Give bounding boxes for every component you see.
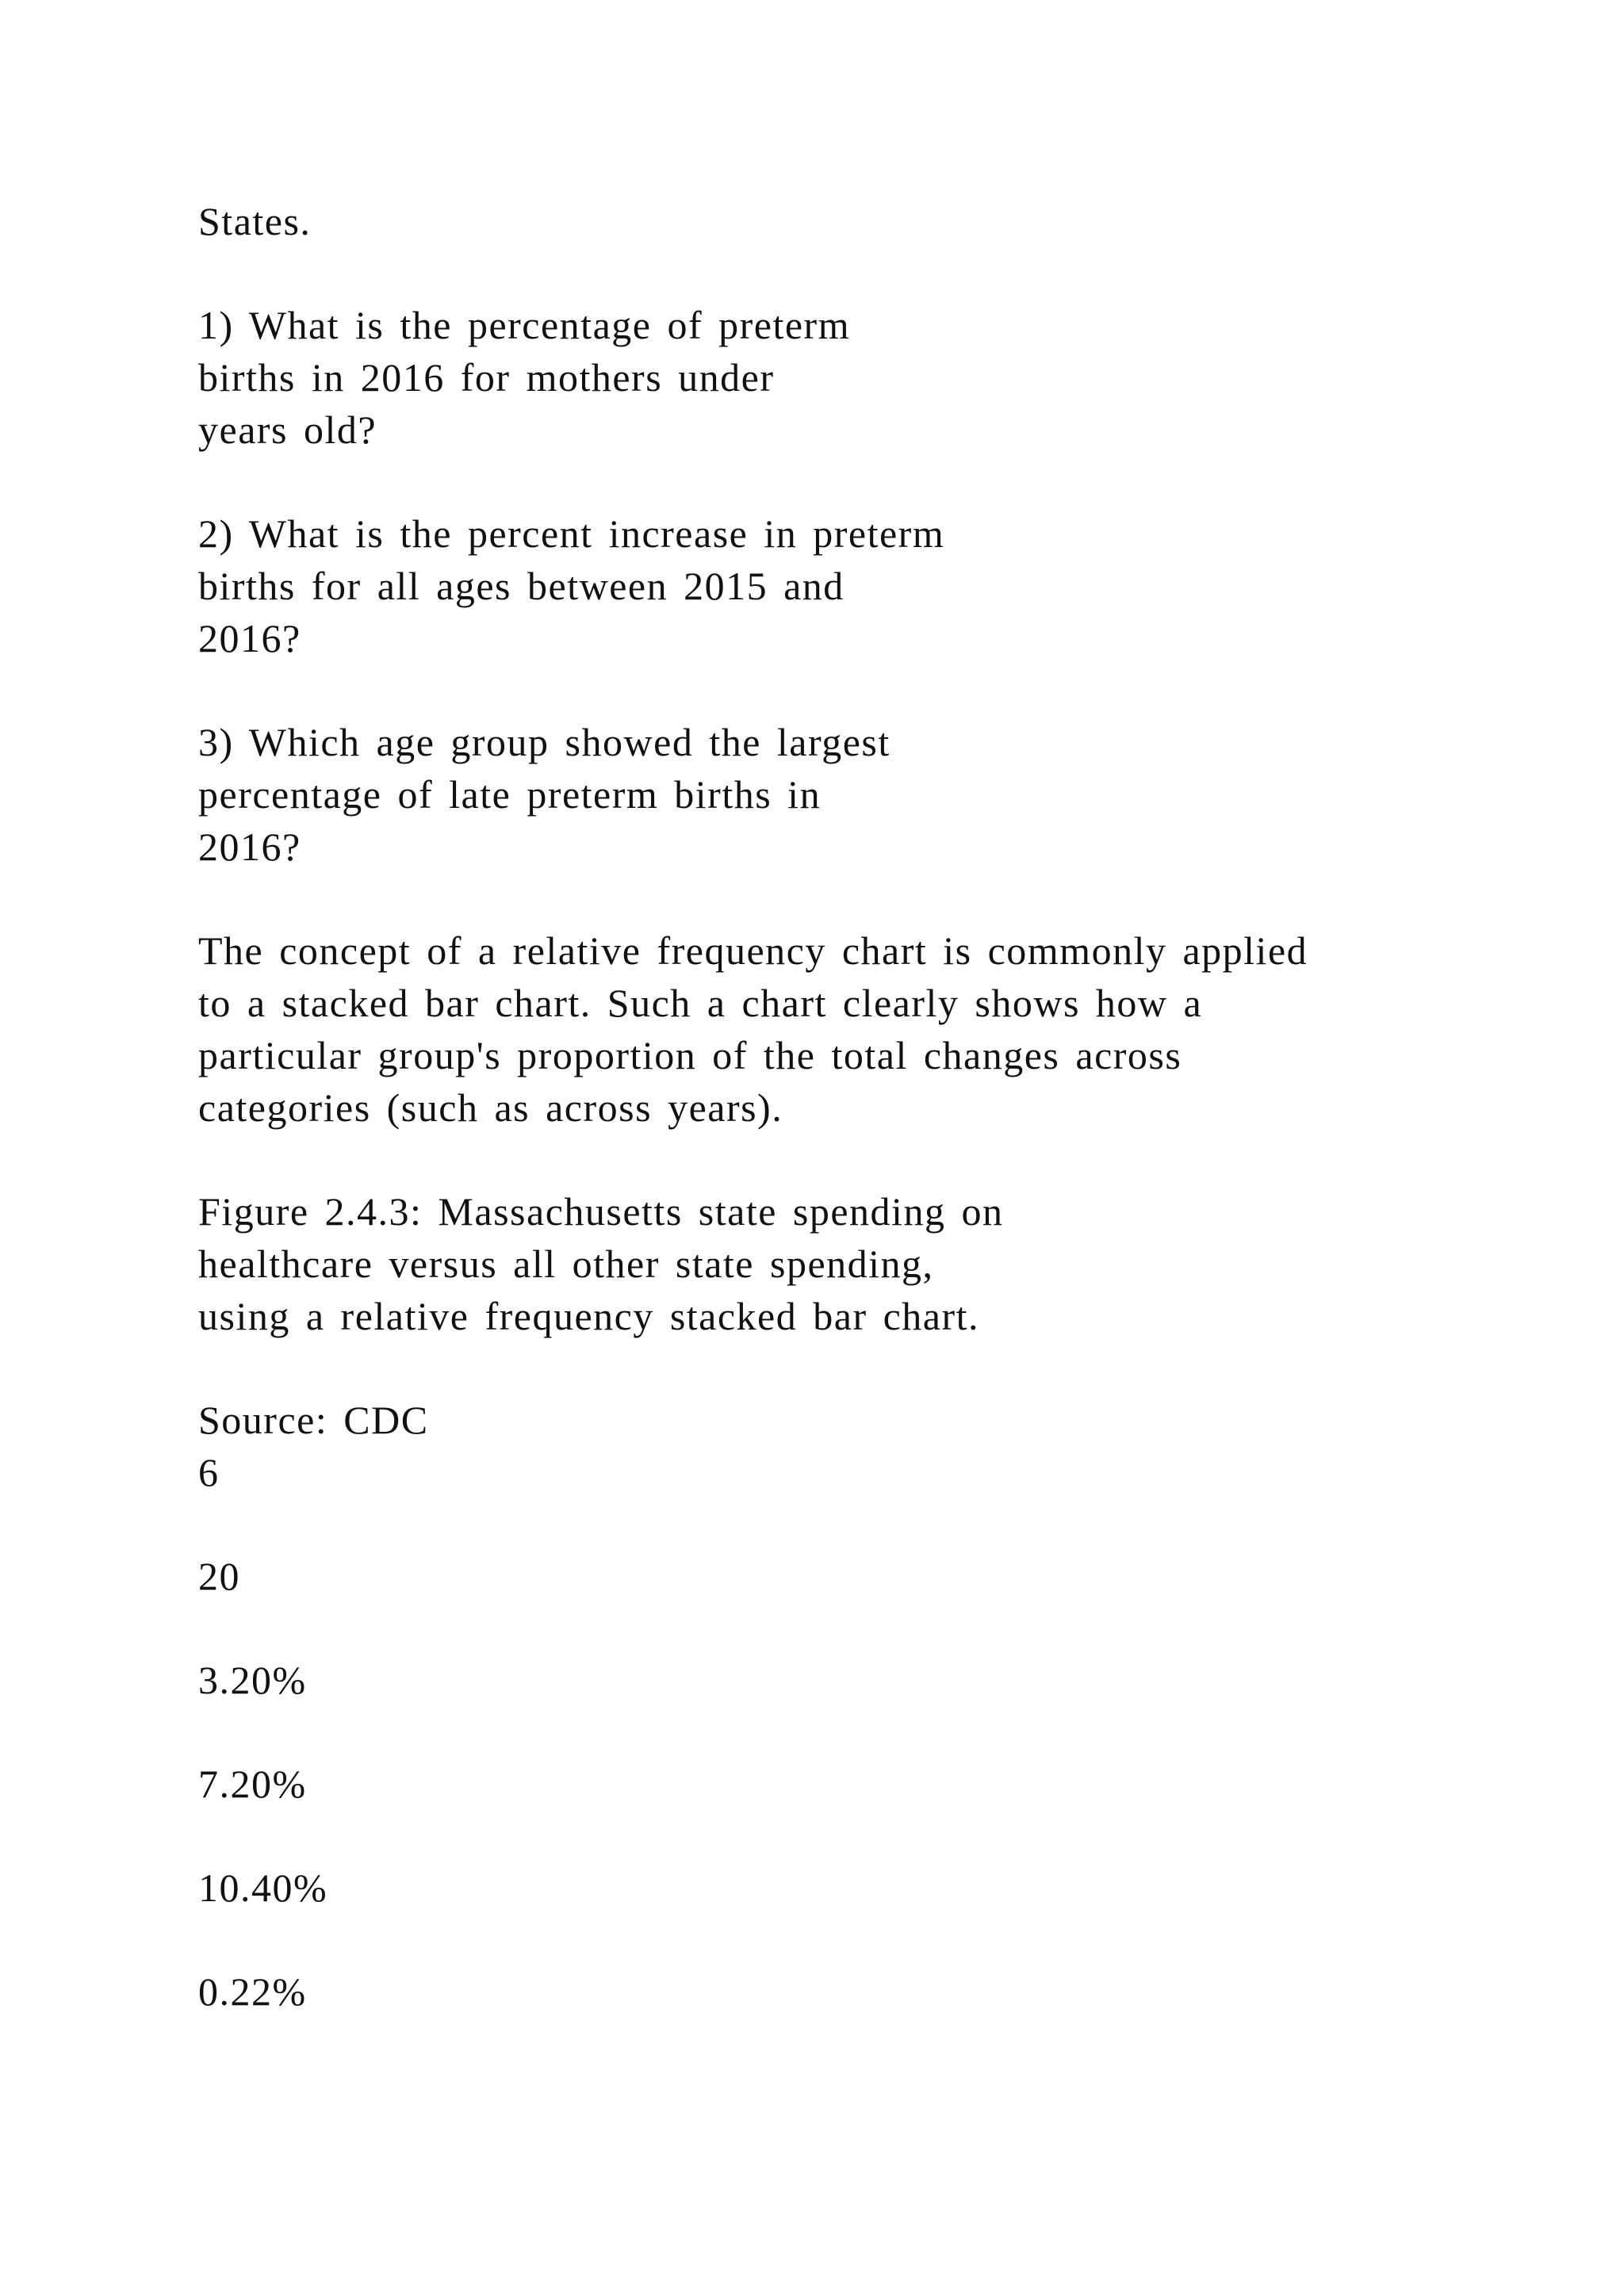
paragraph-line: particular group's proportion of the total changes across: [198, 1033, 1182, 1077]
body-paragraph: [198, 924, 1467, 1134]
question-line: births for all ages between 2015 and: [198, 564, 845, 608]
paragraph-line: to a stacked bar chart. Such a chart clearly shows how a: [198, 981, 1203, 1025]
intro-text: States.: [198, 199, 312, 243]
question-1: [198, 299, 1467, 456]
caption-line: using a relative frequency stacked bar chart.: [198, 1294, 980, 1338]
question-3: [198, 716, 1467, 873]
question-line: 2016?: [198, 616, 301, 660]
value-item: 0.22%: [198, 1969, 307, 2014]
value-item: 10.40%: [198, 1866, 328, 1910]
question-line: percentage of late preterm births in: [198, 772, 822, 817]
source-text: Source: CDC: [198, 1398, 429, 1442]
question-line: 2) What is the percent increase in preterm: [198, 511, 945, 556]
document-page: [198, 195, 1467, 2018]
question-line: years old?: [198, 408, 377, 452]
question-line: 1) What is the percentage of preterm: [198, 303, 851, 347]
value-item: 6: [198, 1450, 220, 1494]
caption-line: healthcare versus all other state spending,: [198, 1242, 934, 1286]
value-item: 7.20%: [198, 1762, 307, 1806]
caption-line: Figure 2.4.3: Massachusetts state spending on: [198, 1189, 1004, 1234]
question-2: [198, 507, 1467, 664]
paragraph-line: The concept of a relative frequency chart is commonly applied: [198, 928, 1308, 973]
question-line: 2016?: [198, 825, 301, 869]
paragraph-line: categories (such as across years).: [198, 1085, 783, 1130]
value-item: 20: [198, 1554, 240, 1598]
figure-caption: [198, 1185, 1467, 1342]
question-line: 3) Which age group showed the largest: [198, 720, 891, 764]
question-line: births in 2016 for mothers under: [198, 355, 775, 400]
value-item: 3.20%: [198, 1658, 307, 1702]
